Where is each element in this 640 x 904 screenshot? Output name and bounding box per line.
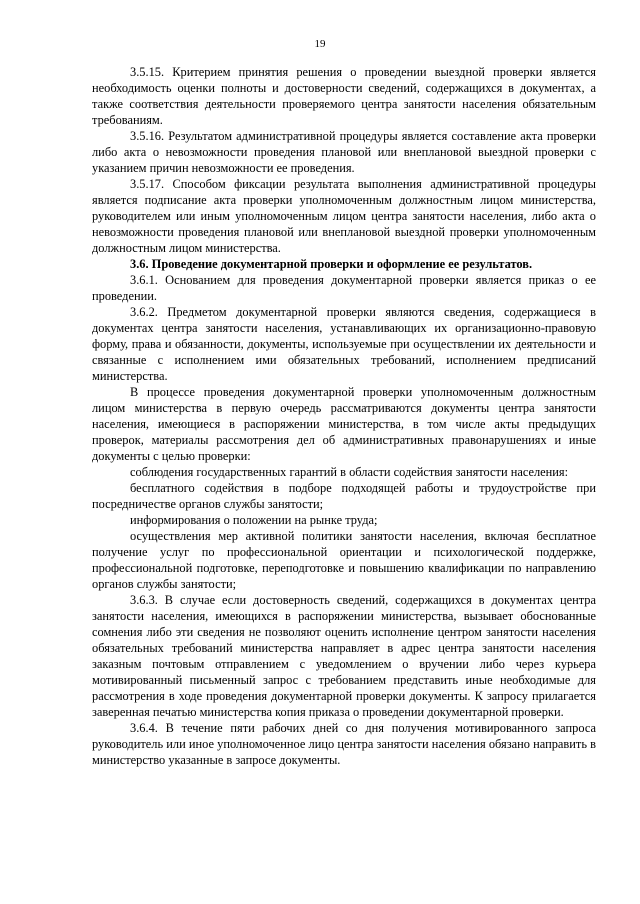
list-item-active-policy: осуществления мер активной политики занятости населения, включая бесплатное получение услуг по профессиональной ориентации и психологической поддержке, профессиональной подготовке, переподготовке и повышению квалификации по направлению органов службы занятости;: [92, 529, 596, 591]
page-number: 19: [314, 38, 326, 50]
document-body: [92, 64, 596, 768]
list-item-labor-market-info: информирования о положении на рынке труда;: [130, 513, 378, 527]
paragraph-3-5-17: 3.5.17. Способом фиксации результата выполнения административной процедуры является подписание акта проверки уполномоченным должностным лицом министерства, руководителем или иным уполномоченным лицом центра занятости населения, либо акта о невозможности проведения плановой или внеплановой выездной проверки уполномоченным должностным лицом министерства.: [92, 177, 596, 255]
section-heading-3-6: 3.6. Проведение документарной проверки и оформление ее результатов.: [130, 257, 533, 271]
paragraph-3-5-16: 3.5.16. Результатом административной процедуры является составление акта проверки либо акта о невозможности проведения плановой или внеплановой выездной проверки с указанием причин невозможности ее проведения.: [92, 129, 596, 175]
paragraph-3-6-2: 3.6.2. Предметом документарной проверки являются сведения, содержащиеся в документах центра занятости населения, устанавливающих их организационно-правовую форму, права и обязанности, документы, используемые при осуществлении их деятельности и связанные с исполнением ими обязательных требований, исполнением предписаний министерства.: [92, 305, 596, 383]
paragraph-3-5-15: 3.5.15. Критерием принятия решения о проведении выездной проверки является необходимость оценки полноты и достоверности сведений, содержащихся в документах, а также соответствия деятельности проверяемого центра занятости населения обязательным требованиям.: [92, 65, 596, 127]
paragraph-review-process: В процессе проведения документарной проверки уполномоченным должностным лицом министерства в первую очередь рассматриваются документы центра занятости населения, имеющиеся в распоряжении министерства, в том числе акты предыдущих проверок, материалы рассмотрения дел об административных правонарушениях и иные документы с целью проверки:: [92, 385, 596, 463]
paragraph-3-6-1: 3.6.1. Основанием для проведения документарной проверки является приказ о ее проведении.: [92, 273, 596, 303]
paragraph-3-6-4: 3.6.4. В течение пяти рабочих дней со дня получения мотивированного запроса руководитель или иное уполномоченное лицо центра занятости населения обязано направить в министерство указанные в запросе документы.: [92, 721, 596, 767]
list-item-guarantees: соблюдения государственных гарантий в области содействия занятости населения:: [130, 465, 569, 479]
list-item-free-assistance: бесплатного содействия в подборе подходящей работы и трудоустройстве при посредничестве органов службы занятости;: [92, 481, 596, 511]
paragraph-3-6-3: 3.6.3. В случае если достоверность сведений, содержащихся в документах центра занятости населения, имеющихся в распоряжении министерства, вызывает обоснованные сомнения либо эти сведения не позволяют оценить исполнение центром занятости населения обязательных требований министерства направляет в адрес центра занятости населения заказным почтовым отправлением с уведомлением о вручении либо через курьера мотивированный письменный запрос с требованием представить иные необходимые для рассмотрения в ходе проведения документарной проверки документы. К запросу прилагается заверенная печатью министерства копия приказа о проведении документарной проверки.: [92, 593, 596, 719]
